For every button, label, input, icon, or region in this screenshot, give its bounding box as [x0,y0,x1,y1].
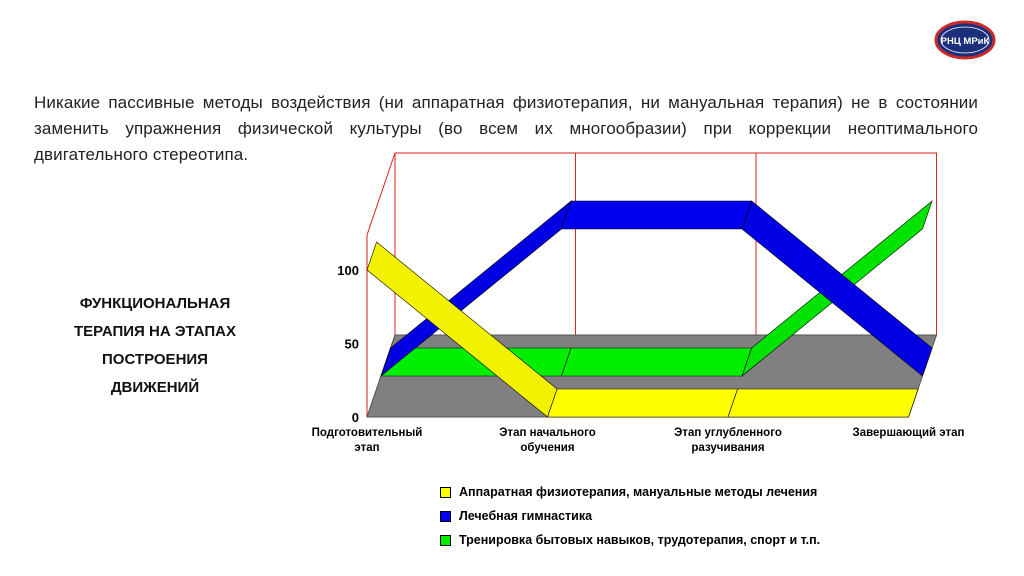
logo-text: РНЦ МРиК [940,36,990,47]
side-title-line: ДВИЖЕНИЙ [110,379,200,396]
side-title-line: ТЕРАПИЯ НА ЭТАПАХ [74,323,236,340]
legend-label: Лечебная гимнастика [459,509,593,523]
y-tick-label: 50 [344,336,359,352]
series-segment-1 [728,389,918,417]
x-category-label [312,427,423,454]
y-tick-label: 100 [337,263,359,278]
legend-item [440,528,820,552]
legend-item [440,480,820,504]
x-category-label-line: Этап углубленного [674,427,782,439]
x-category-label-line: Этап начального [499,427,596,439]
series-segment-1 [548,389,738,417]
series-segment-3 [562,348,752,376]
side-title-line: ФУНКЦИОНАЛЬНАЯ [79,295,231,312]
x-category-label-line: разучивания [691,442,765,454]
legend-swatch [440,511,451,522]
y-tick-label: 0 [351,410,359,425]
legend-label: Тренировка бытовых навыков, трудотерапия, спорт и т.п. [459,533,821,547]
x-category-label-line: обучения [520,442,575,454]
x-category-label [853,427,965,439]
x-category-label [499,427,596,454]
x-category-label-line: Завершающий этап [852,427,965,439]
x-category-label-line: Подготовительный [311,427,423,439]
series-segment-2 [562,201,752,229]
legend-item [440,504,820,528]
x-category-label [674,427,782,454]
legend-swatch [440,487,451,498]
side-title-line: ПОСТРОЕНИЯ [102,351,208,368]
intro-paragraph: Никакие пассивные методы воздействия (ни аппаратная физиотерапия, ни мануальная терапия) не в состоянии заменить упражнения физической культуры (во всем их многообразии) при коррекции неоптимального двигательного стереотипа. [34,93,978,164]
legend-swatch [440,535,451,546]
legend-label: Аппаратная физиотерапия, мануальные методы лечения [459,485,818,499]
x-category-label-line: этап [354,442,380,454]
legend [440,480,820,552]
